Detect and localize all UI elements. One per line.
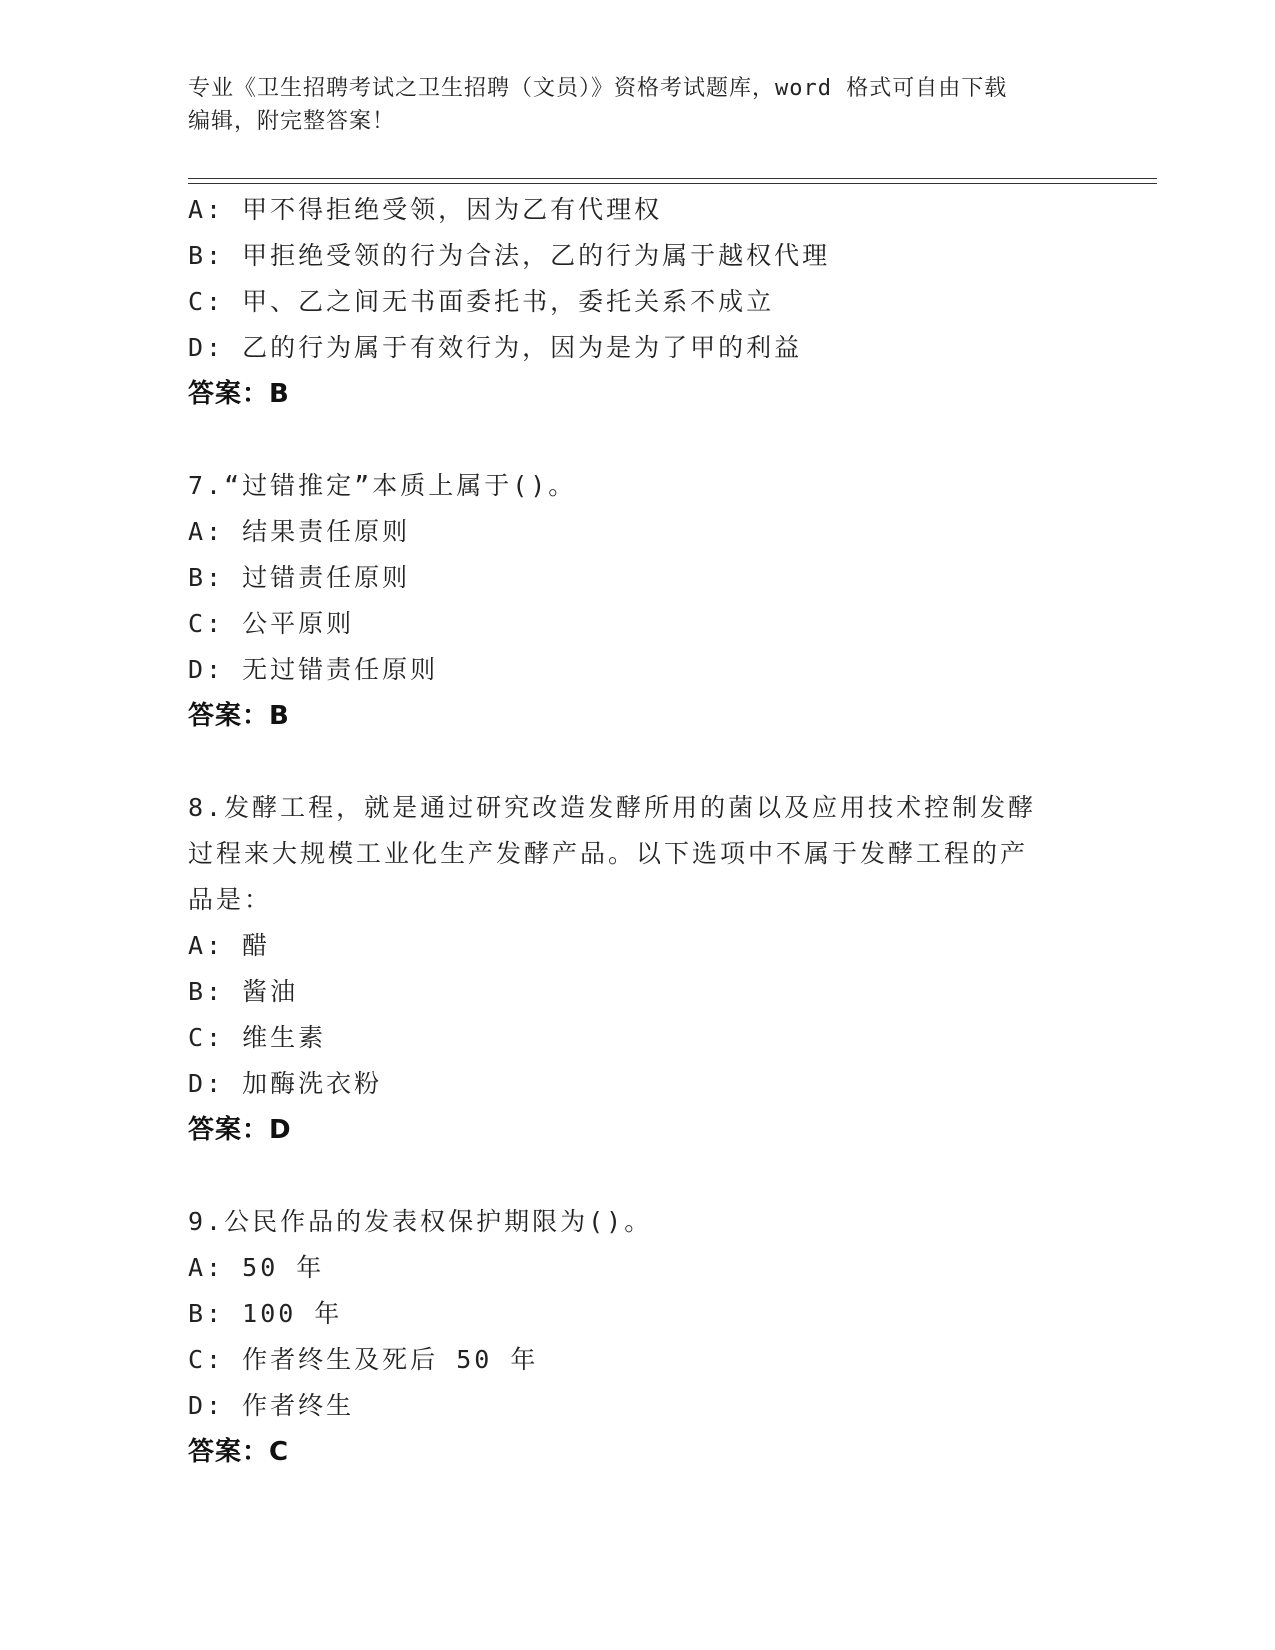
option-b: B: 甲拒绝受领的行为合法，乙的行为属于越权代理 [188,241,831,270]
answer: 答案：B [188,701,290,731]
answer: 答案：C [188,1437,290,1467]
option-b: B: 100 年 [188,1299,343,1328]
document-header [188,72,1088,138]
answer: 答案：D [188,1115,292,1145]
option-a: A: 甲不得拒绝受领，因为乙有代理权 [188,195,663,224]
header-line-2: 编辑，附完整答案！ [188,109,396,134]
option-d: D: 作者终生 [188,1391,355,1420]
option-c: C: 作者终生及死后 50 年 [188,1345,539,1374]
question-9 [188,1199,1088,1475]
question-stem-line-2: 过程来大规模工业化生产发酵产品。以下选项中不属于发酵工程的产 [188,839,1029,868]
option-c: C: 维生素 [188,1023,327,1052]
option-a: A: 结果责任原则 [188,517,411,546]
option-d: D: 加酶洗衣粉 [188,1069,383,1098]
option-c: C: 甲、乙之间无书面委托书，委托关系不成立 [188,287,775,316]
answer: 答案：B [188,379,290,409]
question-6 [188,187,1088,417]
question-stem-line-3: 品是： [188,885,273,914]
question-list [188,187,1088,1475]
option-d: D: 无过错责任原则 [188,655,439,684]
question-stem: 7.“过错推定”本质上属于()。 [188,471,577,500]
option-b: B: 过错责任原则 [188,563,411,592]
option-a: A: 50 年 [188,1253,325,1282]
question-stem: 9.公民作品的发表权保护期限为()。 [188,1207,653,1236]
option-b: B: 酱油 [188,977,299,1006]
question-7 [188,463,1088,739]
header-divider-bottom [188,183,1157,184]
option-a: A: 醋 [188,931,271,960]
spacer [188,739,1088,785]
question-stem-line-1: 8.发酵工程，就是通过研究改造发酵所用的菌以及应用技术控制发酵 [188,793,1037,822]
header-divider-top [188,178,1157,179]
option-c: C: 公平原则 [188,609,355,638]
question-8 [188,785,1088,1153]
header-line-1: 专业《卫生招聘考试之卫生招聘（文员）》资格考试题库，word 格式可自由下载 [188,76,1008,101]
option-d: D: 乙的行为属于有效行为，因为是为了甲的利益 [188,333,803,362]
spacer [188,1153,1088,1199]
spacer [188,417,1088,463]
